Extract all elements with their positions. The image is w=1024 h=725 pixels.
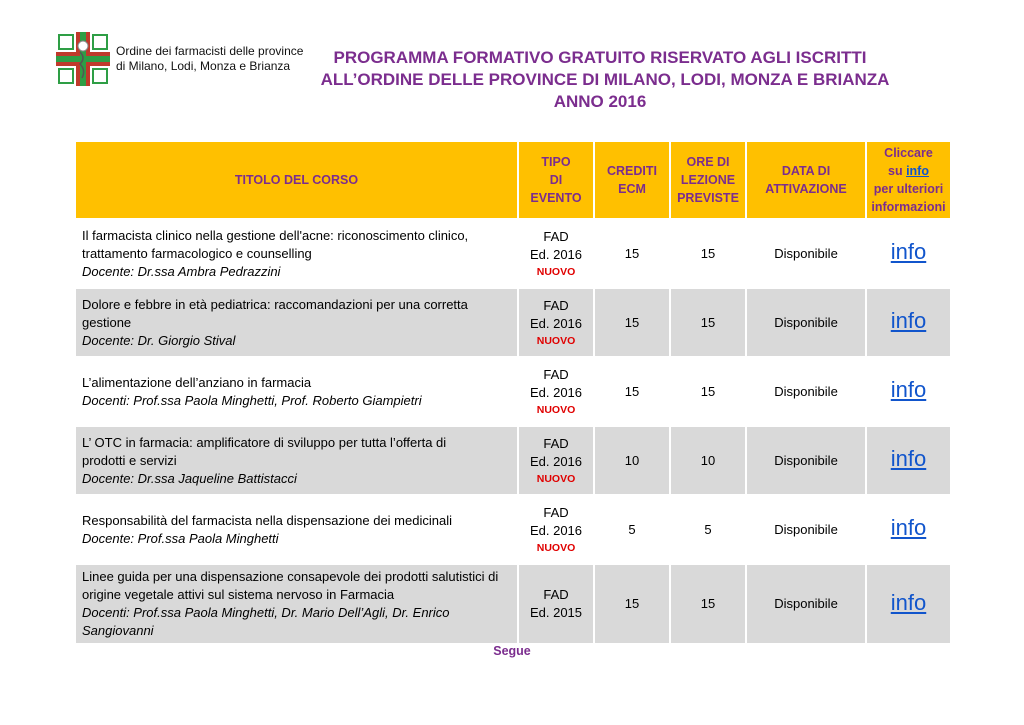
title-line-2: ALL’ORDINE DELLE PROVINCE DI MILANO, LODI, MONZA E BRIANZA bbox=[320, 70, 890, 89]
tipo-cell: FAD Ed. 2016 NUOVO bbox=[518, 288, 594, 357]
info-link[interactable]: info bbox=[890, 446, 927, 471]
course-cell: Dolore e febbre in età pediatrica: raccomandazioni per una corretta gestione Docente: Dr. Giorgio Stival bbox=[75, 288, 518, 357]
org-name-line1: Ordine dei farmacisti delle province bbox=[116, 44, 304, 58]
title-line-1: PROGRAMMA FORMATIVO GRATUITO RISERVATO AGLI ISCRITTI bbox=[333, 48, 867, 67]
org-name-line2: di Milano, Lodi, Monza e Brianza bbox=[116, 59, 291, 73]
segue-label: Segue bbox=[493, 644, 531, 658]
crediti-cell: 15 bbox=[594, 288, 670, 357]
info-link[interactable]: info bbox=[890, 308, 927, 333]
nuovo-badge: NUOVO bbox=[536, 334, 576, 347]
info-cell bbox=[866, 564, 951, 644]
header-tipo: TIPO DI EVENTO bbox=[518, 141, 594, 219]
tipo-cell: FAD Ed. 2016 NUOVO bbox=[518, 219, 594, 288]
info-link[interactable]: info bbox=[890, 239, 927, 264]
title-line-3: ANNO 2016 bbox=[553, 92, 647, 111]
docente: Docente: Dr. Giorgio Stival bbox=[82, 332, 236, 348]
data-cell: Disponibile bbox=[746, 495, 866, 564]
page-title bbox=[300, 47, 900, 113]
ore-cell: 15 bbox=[670, 564, 746, 644]
nuovo-badge: NUOVO bbox=[536, 265, 576, 278]
header-crediti: CREDITI ECM bbox=[594, 141, 670, 219]
table-row bbox=[75, 219, 951, 288]
ore-cell: 5 bbox=[670, 495, 746, 564]
info-link[interactable]: info bbox=[890, 377, 927, 402]
docente: Docente: Dr.ssa Ambra Pedrazzini bbox=[82, 263, 281, 279]
data-cell: Disponibile bbox=[746, 564, 866, 644]
ore-cell: 15 bbox=[670, 219, 746, 288]
info-link[interactable]: info bbox=[890, 515, 927, 540]
course-cell: L’alimentazione dell’anziano in farmacia Docenti: Prof.ssa Paola Minghetti, Prof. Roberto Giampietri bbox=[75, 357, 518, 426]
info-cell bbox=[866, 219, 951, 288]
nuovo-badge: NUOVO bbox=[536, 541, 576, 554]
docente: Docente: Dr.ssa Jaqueline Battistacci bbox=[82, 470, 297, 486]
header-info: Cliccare su info per ulteriori informazioni bbox=[866, 141, 951, 219]
info-cell bbox=[866, 357, 951, 426]
info-cell bbox=[866, 495, 951, 564]
tipo-cell: FAD Ed. 2015 bbox=[518, 564, 594, 644]
course-cell: Il farmacista clinico nella gestione dell'acne: riconoscimento clinico, trattamento farmacologico e counselling Docente: Dr.ssa Ambra Pedrazzini bbox=[75, 219, 518, 288]
header-ore: ORE DI LEZIONE PREVISTE bbox=[670, 141, 746, 219]
header-info-link[interactable]: info bbox=[906, 164, 929, 178]
header-data: DATA DI ATTIVAZIONE bbox=[746, 141, 866, 219]
data-cell: Disponibile bbox=[746, 219, 866, 288]
ore-cell: 15 bbox=[670, 288, 746, 357]
crediti-cell: 15 bbox=[594, 219, 670, 288]
table-row bbox=[75, 564, 951, 644]
nuovo-badge: NUOVO bbox=[536, 472, 576, 485]
org-name bbox=[116, 44, 303, 74]
tipo-cell: FAD Ed. 2016 NUOVO bbox=[518, 426, 594, 495]
crediti-cell: 15 bbox=[594, 564, 670, 644]
data-cell: Disponibile bbox=[746, 288, 866, 357]
crediti-cell: 5 bbox=[594, 495, 670, 564]
tipo-cell: FAD Ed. 2016 NUOVO bbox=[518, 495, 594, 564]
header-title: TITOLO DEL CORSO bbox=[75, 141, 518, 219]
course-cell: Linee guida per una dispensazione consapevole dei prodotti salutistici di origine vegetale attivi sul sistema nervoso in Farmacia Docenti: Prof.ssa Paola Minghetti, Dr. Mario Dell’Agli, Dr. Enrico Sangiovanni bbox=[75, 564, 518, 644]
crediti-cell: 15 bbox=[594, 357, 670, 426]
info-link[interactable]: info bbox=[890, 589, 927, 615]
tipo-cell: FAD Ed. 2016 NUOVO bbox=[518, 357, 594, 426]
data-cell: Disponibile bbox=[746, 426, 866, 495]
info-cell bbox=[866, 426, 951, 495]
docente: Docenti: Prof.ssa Paola Minghetti, Dr. Mario Dell’Agli, Dr. Enrico Sangiovanni bbox=[82, 605, 450, 638]
course-cell: Responsabilità del farmacista nella dispensazione dei medicinali Docente: Prof.ssa Paola Minghetti bbox=[75, 495, 518, 564]
table-header-row bbox=[75, 141, 951, 219]
table-row bbox=[75, 495, 951, 564]
crediti-cell: 10 bbox=[594, 426, 670, 495]
nuovo-badge: NUOVO bbox=[536, 403, 576, 416]
ore-cell: 10 bbox=[670, 426, 746, 495]
docente: Docenti: Prof.ssa Paola Minghetti, Prof. Roberto Giampietri bbox=[82, 392, 422, 408]
info-cell bbox=[866, 288, 951, 357]
courses-table bbox=[74, 140, 952, 645]
table-row bbox=[75, 426, 951, 495]
ore-cell: 15 bbox=[670, 357, 746, 426]
table-row bbox=[75, 357, 951, 426]
data-cell: Disponibile bbox=[746, 357, 866, 426]
order-logo bbox=[56, 32, 110, 86]
table-row bbox=[75, 288, 951, 357]
course-cell: L’ OTC in farmacia: amplificatore di sviluppo per tutta l’offerta di prodotti e servizi Docente: Dr.ssa Jaqueline Battistacci bbox=[75, 426, 518, 495]
docente: Docente: Prof.ssa Paola Minghetti bbox=[82, 530, 279, 546]
